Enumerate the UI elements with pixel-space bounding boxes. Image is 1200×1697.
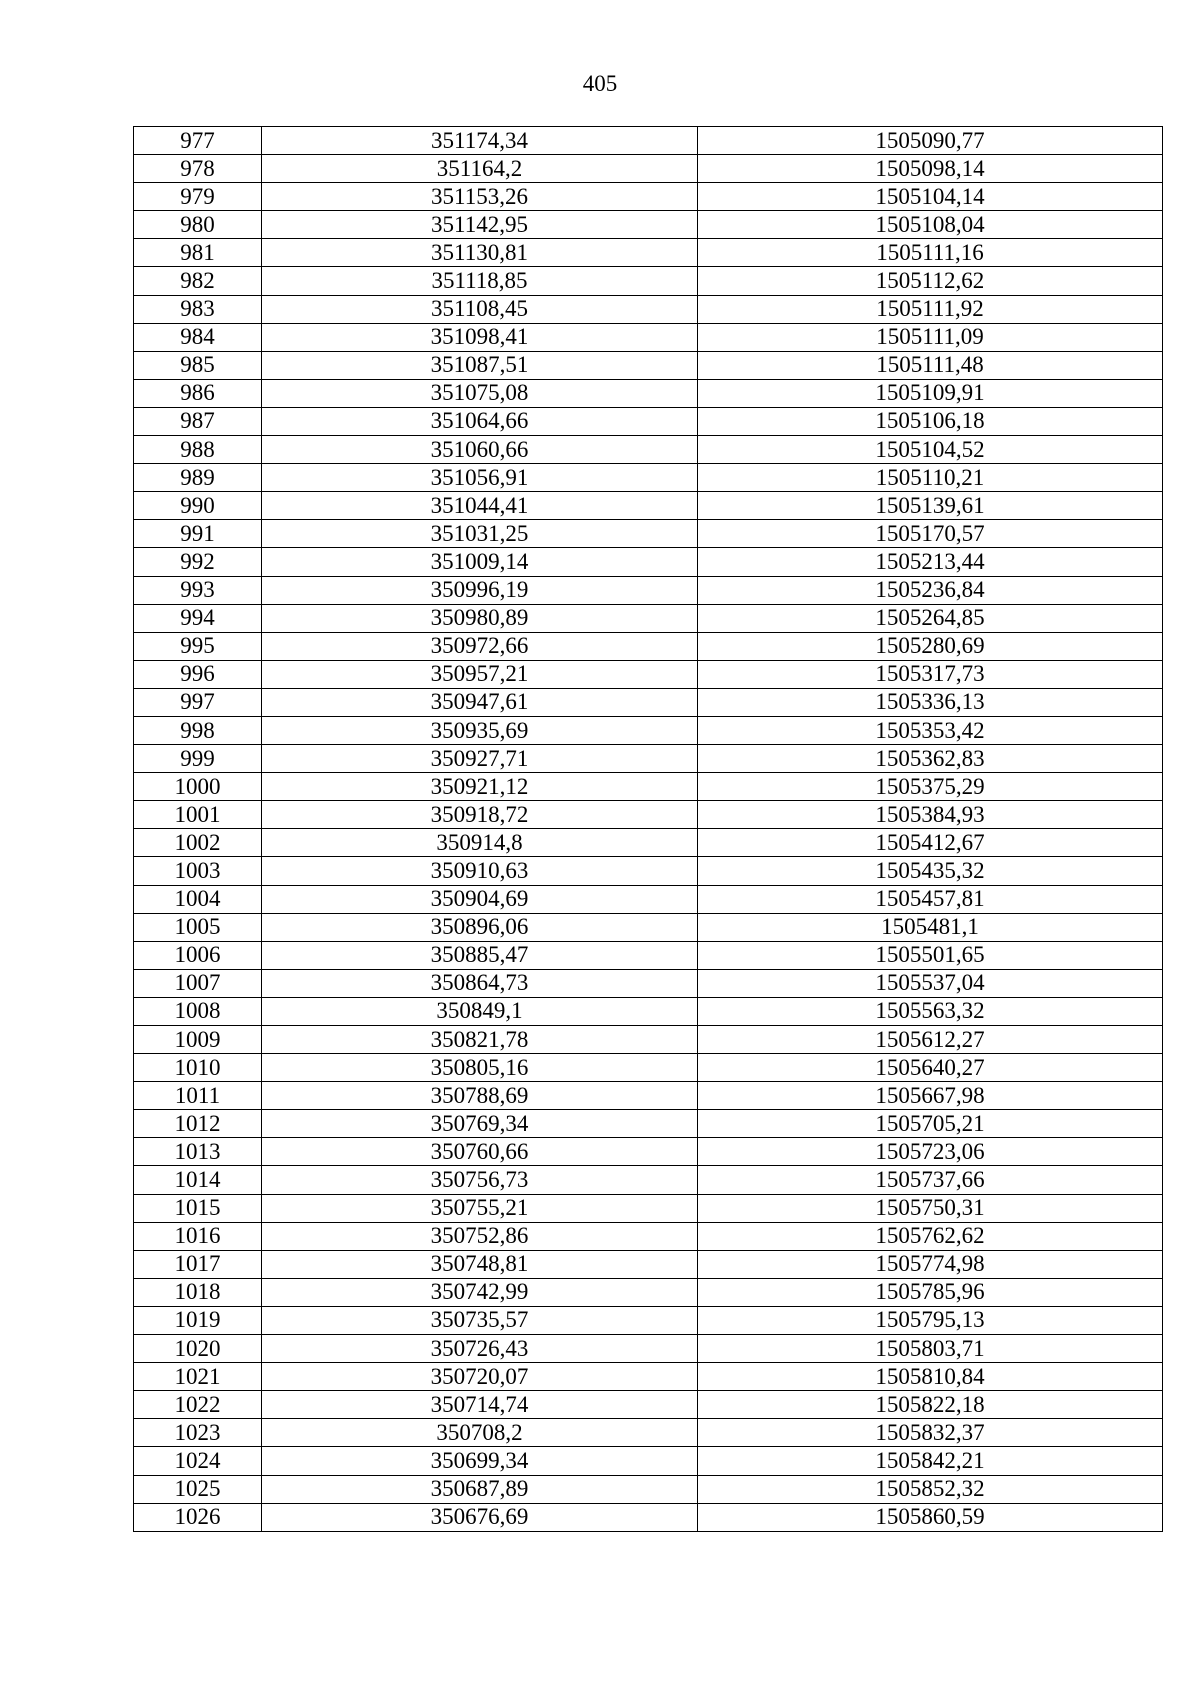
- table-row: [134, 745, 1163, 773]
- point-number-cell: 1019: [134, 1306, 262, 1334]
- table-row: [134, 464, 1163, 492]
- point-number-cell: 977: [134, 127, 262, 155]
- y-coordinate-cell: 1505170,57: [698, 520, 1163, 548]
- table-row: [134, 941, 1163, 969]
- x-coordinate-cell: 350885,47: [262, 941, 698, 969]
- point-number-cell: 998: [134, 716, 262, 744]
- x-coordinate-cell: 351098,41: [262, 323, 698, 351]
- point-number-cell: 996: [134, 660, 262, 688]
- y-coordinate-cell: 1505213,44: [698, 548, 1163, 576]
- x-coordinate-cell: 350864,73: [262, 969, 698, 997]
- point-number-cell: 1007: [134, 969, 262, 997]
- y-coordinate-cell: 1505280,69: [698, 632, 1163, 660]
- table-row: [134, 1391, 1163, 1419]
- x-coordinate-cell: 351164,2: [262, 155, 698, 183]
- table-row: [134, 1138, 1163, 1166]
- point-number-cell: 986: [134, 379, 262, 407]
- y-coordinate-cell: 1505852,32: [698, 1475, 1163, 1503]
- page-number: 405: [582, 71, 618, 96]
- point-number-cell: 995: [134, 632, 262, 660]
- table-row: [134, 604, 1163, 632]
- point-number-cell: 990: [134, 492, 262, 520]
- x-coordinate-cell: 350996,19: [262, 576, 698, 604]
- table-row: [134, 1054, 1163, 1082]
- table-row: [134, 716, 1163, 744]
- x-coordinate-cell: 351056,91: [262, 464, 698, 492]
- point-number-cell: 1016: [134, 1222, 262, 1250]
- table-row: [134, 773, 1163, 801]
- x-coordinate-cell: 351009,14: [262, 548, 698, 576]
- x-coordinate-cell: 350788,69: [262, 1082, 698, 1110]
- x-coordinate-cell: 351075,08: [262, 379, 698, 407]
- y-coordinate-cell: 1505109,91: [698, 379, 1163, 407]
- x-coordinate-cell: 351108,45: [262, 295, 698, 323]
- table-row: [134, 155, 1163, 183]
- x-coordinate-cell: 350687,89: [262, 1475, 698, 1503]
- x-coordinate-cell: 350769,34: [262, 1110, 698, 1138]
- point-number-cell: 1000: [134, 773, 262, 801]
- x-coordinate-cell: 351118,85: [262, 267, 698, 295]
- x-coordinate-cell: 350760,66: [262, 1138, 698, 1166]
- point-number-cell: 993: [134, 576, 262, 604]
- y-coordinate-cell: 1505111,92: [698, 295, 1163, 323]
- x-coordinate-cell: 350927,71: [262, 745, 698, 773]
- x-coordinate-cell: 350957,21: [262, 660, 698, 688]
- point-number-cell: 1018: [134, 1278, 262, 1306]
- y-coordinate-cell: 1505139,61: [698, 492, 1163, 520]
- table-row: [134, 1250, 1163, 1278]
- table-row: [134, 1082, 1163, 1110]
- table-row: [134, 183, 1163, 211]
- point-number-cell: 1012: [134, 1110, 262, 1138]
- y-coordinate-cell: 1505795,13: [698, 1306, 1163, 1334]
- y-coordinate-cell: 1505563,32: [698, 997, 1163, 1025]
- x-coordinate-cell: 350735,57: [262, 1306, 698, 1334]
- table-row: [134, 801, 1163, 829]
- y-coordinate-cell: 1505750,31: [698, 1194, 1163, 1222]
- y-coordinate-cell: 1505111,48: [698, 351, 1163, 379]
- table-row: [134, 1194, 1163, 1222]
- x-coordinate-cell: 350748,81: [262, 1250, 698, 1278]
- point-number-cell: 1005: [134, 913, 262, 941]
- point-number-cell: 992: [134, 548, 262, 576]
- table-row: [134, 323, 1163, 351]
- y-coordinate-cell: 1505384,93: [698, 801, 1163, 829]
- point-number-cell: 1025: [134, 1475, 262, 1503]
- y-coordinate-cell: 1505481,1: [698, 913, 1163, 941]
- y-coordinate-cell: 1505111,09: [698, 323, 1163, 351]
- table-row: [134, 913, 1163, 941]
- x-coordinate-cell: 351142,95: [262, 211, 698, 239]
- y-coordinate-cell: 1505723,06: [698, 1138, 1163, 1166]
- point-number-cell: 1024: [134, 1447, 262, 1475]
- x-coordinate-cell: 350918,72: [262, 801, 698, 829]
- x-coordinate-cell: 350752,86: [262, 1222, 698, 1250]
- point-number-cell: 988: [134, 436, 262, 464]
- point-number-cell: 1010: [134, 1054, 262, 1082]
- table-row: [134, 576, 1163, 604]
- table-row: [134, 1419, 1163, 1447]
- y-coordinate-cell: 1505104,52: [698, 436, 1163, 464]
- point-number-cell: 1020: [134, 1335, 262, 1363]
- table-row: [134, 127, 1163, 155]
- y-coordinate-cell: 1505317,73: [698, 660, 1163, 688]
- table-row: [134, 1363, 1163, 1391]
- y-coordinate-cell: 1505860,59: [698, 1503, 1163, 1531]
- point-number-cell: 1023: [134, 1419, 262, 1447]
- table-row: [134, 688, 1163, 716]
- point-number-cell: 991: [134, 520, 262, 548]
- x-coordinate-cell: 351031,25: [262, 520, 698, 548]
- table-row: [134, 997, 1163, 1025]
- point-number-cell: 1009: [134, 1026, 262, 1054]
- coordinates-table-body: [134, 127, 1163, 1532]
- x-coordinate-cell: 351174,34: [262, 127, 698, 155]
- table-row: [134, 1503, 1163, 1531]
- x-coordinate-cell: 350676,69: [262, 1503, 698, 1531]
- y-coordinate-cell: 1505111,16: [698, 239, 1163, 267]
- x-coordinate-cell: 350755,21: [262, 1194, 698, 1222]
- x-coordinate-cell: 350910,63: [262, 857, 698, 885]
- point-number-cell: 984: [134, 323, 262, 351]
- y-coordinate-cell: 1505832,37: [698, 1419, 1163, 1447]
- point-number-cell: 1015: [134, 1194, 262, 1222]
- x-coordinate-cell: 350699,34: [262, 1447, 698, 1475]
- point-number-cell: 1021: [134, 1363, 262, 1391]
- point-number-cell: 1014: [134, 1166, 262, 1194]
- table-row: [134, 548, 1163, 576]
- x-coordinate-cell: 350849,1: [262, 997, 698, 1025]
- point-number-cell: 978: [134, 155, 262, 183]
- coordinates-table: [133, 126, 1163, 1532]
- y-coordinate-cell: 1505667,98: [698, 1082, 1163, 1110]
- y-coordinate-cell: 1505822,18: [698, 1391, 1163, 1419]
- y-coordinate-cell: 1505362,83: [698, 745, 1163, 773]
- point-number-cell: 987: [134, 407, 262, 435]
- table-row: [134, 267, 1163, 295]
- point-number-cell: 1001: [134, 801, 262, 829]
- x-coordinate-cell: 350726,43: [262, 1335, 698, 1363]
- y-coordinate-cell: 1505098,14: [698, 155, 1163, 183]
- x-coordinate-cell: 350708,2: [262, 1419, 698, 1447]
- x-coordinate-cell: 350980,89: [262, 604, 698, 632]
- table-row: [134, 1026, 1163, 1054]
- x-coordinate-cell: 350921,12: [262, 773, 698, 801]
- y-coordinate-cell: 1505785,96: [698, 1278, 1163, 1306]
- x-coordinate-cell: 350972,66: [262, 632, 698, 660]
- table-row: [134, 295, 1163, 323]
- x-coordinate-cell: 350935,69: [262, 716, 698, 744]
- y-coordinate-cell: 1505705,21: [698, 1110, 1163, 1138]
- y-coordinate-cell: 1505236,84: [698, 576, 1163, 604]
- y-coordinate-cell: 1505612,27: [698, 1026, 1163, 1054]
- y-coordinate-cell: 1505353,42: [698, 716, 1163, 744]
- table-row: [134, 436, 1163, 464]
- y-coordinate-cell: 1505762,62: [698, 1222, 1163, 1250]
- x-coordinate-cell: 351130,81: [262, 239, 698, 267]
- point-number-cell: 997: [134, 688, 262, 716]
- point-number-cell: 1011: [134, 1082, 262, 1110]
- point-number-cell: 1017: [134, 1250, 262, 1278]
- x-coordinate-cell: 350742,99: [262, 1278, 698, 1306]
- point-number-cell: 980: [134, 211, 262, 239]
- point-number-cell: 989: [134, 464, 262, 492]
- table-row: [134, 829, 1163, 857]
- y-coordinate-cell: 1505104,14: [698, 183, 1163, 211]
- point-number-cell: 983: [134, 295, 262, 323]
- point-number-cell: 1006: [134, 941, 262, 969]
- table-row: [134, 1166, 1163, 1194]
- point-number-cell: 1026: [134, 1503, 262, 1531]
- x-coordinate-cell: 350720,07: [262, 1363, 698, 1391]
- table-row: [134, 407, 1163, 435]
- x-coordinate-cell: 351153,26: [262, 183, 698, 211]
- y-coordinate-cell: 1505537,04: [698, 969, 1163, 997]
- y-coordinate-cell: 1505108,04: [698, 211, 1163, 239]
- x-coordinate-cell: 351060,66: [262, 436, 698, 464]
- y-coordinate-cell: 1505336,13: [698, 688, 1163, 716]
- table-row: [134, 1335, 1163, 1363]
- table-row: [134, 1306, 1163, 1334]
- table-row: [134, 660, 1163, 688]
- point-number-cell: 994: [134, 604, 262, 632]
- x-coordinate-cell: 350756,73: [262, 1166, 698, 1194]
- y-coordinate-cell: 1505112,62: [698, 267, 1163, 295]
- x-coordinate-cell: 350821,78: [262, 1026, 698, 1054]
- table-row: [134, 1475, 1163, 1503]
- table-row: [134, 632, 1163, 660]
- x-coordinate-cell: 351064,66: [262, 407, 698, 435]
- point-number-cell: 982: [134, 267, 262, 295]
- table-row: [134, 969, 1163, 997]
- point-number-cell: 981: [134, 239, 262, 267]
- y-coordinate-cell: 1505110,21: [698, 464, 1163, 492]
- table-row: [134, 239, 1163, 267]
- y-coordinate-cell: 1505090,77: [698, 127, 1163, 155]
- x-coordinate-cell: 350914,8: [262, 829, 698, 857]
- table-row: [134, 1110, 1163, 1138]
- table-row: [134, 520, 1163, 548]
- y-coordinate-cell: 1505803,71: [698, 1335, 1163, 1363]
- x-coordinate-cell: 351044,41: [262, 492, 698, 520]
- y-coordinate-cell: 1505737,66: [698, 1166, 1163, 1194]
- point-number-cell: 979: [134, 183, 262, 211]
- point-number-cell: 1004: [134, 885, 262, 913]
- table-row: [134, 351, 1163, 379]
- y-coordinate-cell: 1505842,21: [698, 1447, 1163, 1475]
- y-coordinate-cell: 1505412,67: [698, 829, 1163, 857]
- point-number-cell: 985: [134, 351, 262, 379]
- y-coordinate-cell: 1505435,32: [698, 857, 1163, 885]
- x-coordinate-cell: 350714,74: [262, 1391, 698, 1419]
- point-number-cell: 1003: [134, 857, 262, 885]
- point-number-cell: 1008: [134, 997, 262, 1025]
- table-row: [134, 857, 1163, 885]
- y-coordinate-cell: 1505457,81: [698, 885, 1163, 913]
- y-coordinate-cell: 1505106,18: [698, 407, 1163, 435]
- x-coordinate-cell: 350947,61: [262, 688, 698, 716]
- table-row: [134, 885, 1163, 913]
- point-number-cell: 1002: [134, 829, 262, 857]
- table-row: [134, 1222, 1163, 1250]
- point-number-cell: 999: [134, 745, 262, 773]
- table-row: [134, 1278, 1163, 1306]
- y-coordinate-cell: 1505640,27: [698, 1054, 1163, 1082]
- x-coordinate-cell: 350805,16: [262, 1054, 698, 1082]
- table-row: [134, 1447, 1163, 1475]
- point-number-cell: 1022: [134, 1391, 262, 1419]
- x-coordinate-cell: 350896,06: [262, 913, 698, 941]
- y-coordinate-cell: 1505774,98: [698, 1250, 1163, 1278]
- table-row: [134, 211, 1163, 239]
- x-coordinate-cell: 350904,69: [262, 885, 698, 913]
- y-coordinate-cell: 1505501,65: [698, 941, 1163, 969]
- point-number-cell: 1013: [134, 1138, 262, 1166]
- y-coordinate-cell: 1505810,84: [698, 1363, 1163, 1391]
- x-coordinate-cell: 351087,51: [262, 351, 698, 379]
- y-coordinate-cell: 1505375,29: [698, 773, 1163, 801]
- y-coordinate-cell: 1505264,85: [698, 604, 1163, 632]
- table-row: [134, 379, 1163, 407]
- table-row: [134, 492, 1163, 520]
